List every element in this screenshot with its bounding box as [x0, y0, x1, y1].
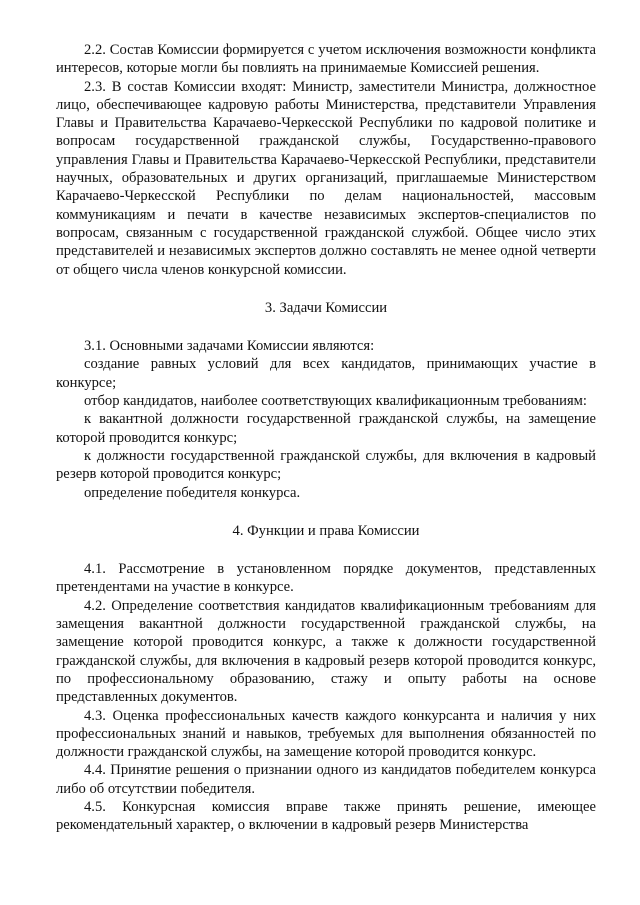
list-item: к вакантной должности государственной гражданской службы, на замещение которой проводится конкурс; [56, 411, 596, 446]
list-item: создание равных условий для всех кандидатов, принимающих участие в конкурсе; [56, 356, 596, 391]
list-item: к должности государственной гражданской службы, для включения в кадровый резерв которой проводится конкурс; [56, 447, 596, 483]
section-4-body [56, 560, 596, 834]
paragraph-2-2: 2.2. Состав Комиссии формируется с учетом исключения возможности конфликта интересов, которые могли бы повлиять на принимаемые Комиссией решения. [56, 42, 596, 77]
paragraph-4-2: 4.2. Определение соответствия кандидатов квалификационным требованиям для замещения вакантной должности государственной гражданской службы, на замещение которой проводится конкурс, а также к должности государственной гражданской службы, для включения в кадровый резерв которой проводится конкурс, по профессиональному образованию, стажу и опыту работы на основе представленных документов. [56, 597, 596, 706]
paragraph-4-5: 4.5. Конкурсная комиссия вправе также принять решение, имеющее рекомендательный характер, о включении в кадровый резерв Министерства [56, 798, 596, 834]
paragraph-4-3: 4.3. Оценка профессиональных качеств каждого конкурсанта и наличия у них профессиональных знаний и навыков, требуемых для выполнения обязанностей по должности гражданской службы, на замещение которой проводится конкурс. [56, 707, 596, 761]
paragraph-3-1: 3.1. Основными задачами Комиссии являются: [84, 338, 375, 355]
paragraph-2-3: 2.3. В состав Комиссии входят: Министр, заместители Министра, должностное лицо, обеспечивающее кадровую работы Министерства, представители Управления Главы и Правительства Карачаево-Черкесской Республики по кадровой политике и вопросам государственной гражданской службы, Государственно-правового управления Главы и Правительства Карачаево-Черкесской Республики, представители научных, образовательных и других организаций, приглашаемые Министерством Карачаево-Черкесской Республики по делам национальностей, массовым коммуникациям и печати в качестве независимых экспертов-специалистов по вопросам, связанным с государственной гражданской службой. Общее число этих представителей и независимых экспертов должно составлять не менее одной четверти от общего числа членов конкурсной комиссии. [56, 78, 596, 278]
paragraph-4-1: 4.1. Рассмотрение в установленном порядке документов, представленных претендентами на участие в конкурсе. [56, 561, 596, 596]
list-item: определение победителя конкурса. [84, 484, 301, 501]
paragraph-4-4: 4.4. Принятие решения о признании одного из кандидатов победителем конкурса либо об отсутствии победителя. [56, 762, 596, 797]
section-3-heading: 3. Задачи Комиссии [264, 299, 388, 316]
list-item: отбор кандидатов, наиболее соответствующих квалификационным требованиям: [84, 393, 587, 410]
section-3-body [56, 337, 596, 502]
document-body [56, 41, 596, 835]
section-4-heading: 4. Функции и права Комиссии [232, 522, 420, 539]
